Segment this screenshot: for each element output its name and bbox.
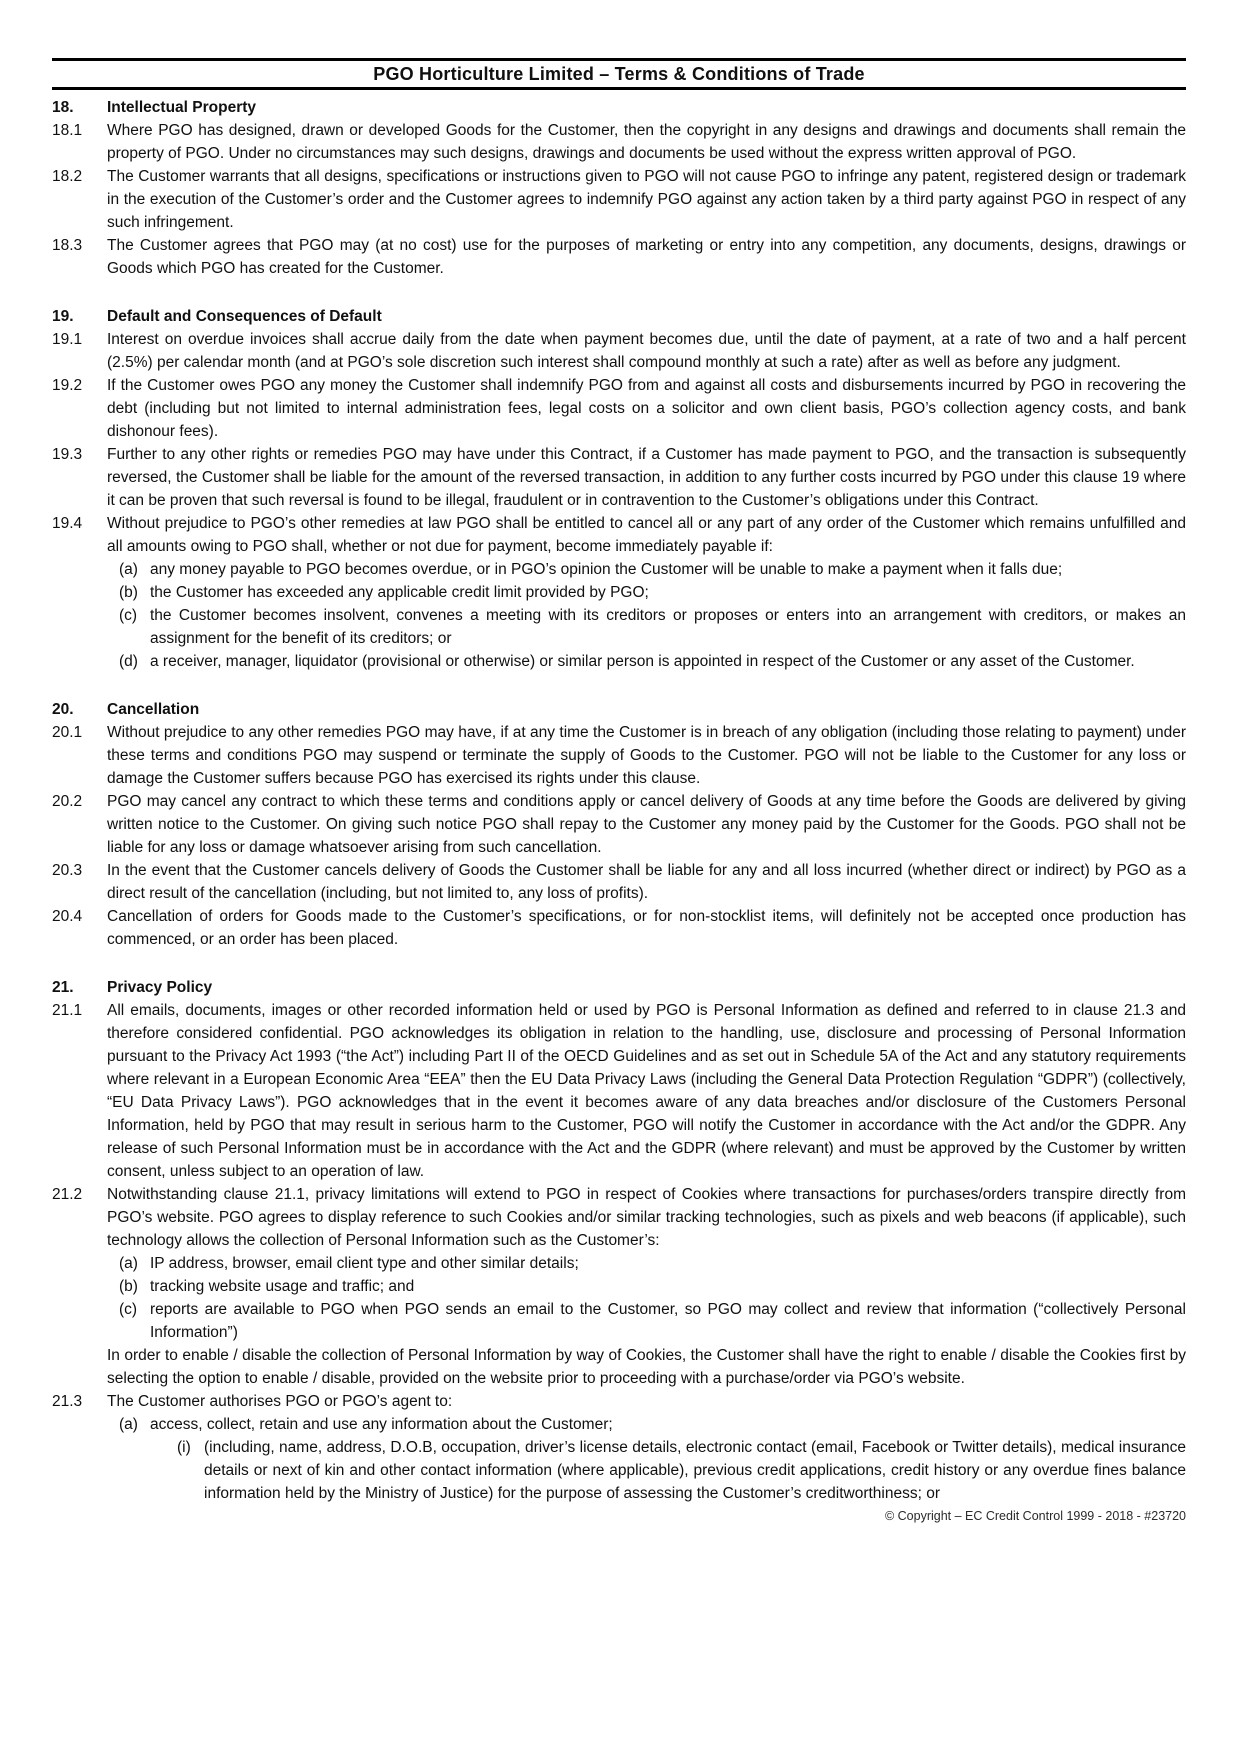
clause-sub-item	[119, 604, 1186, 650]
sub-item-marker: (d)	[119, 653, 138, 670]
clause-text: PGO may cancel any contract to which these terms and conditions apply or cancel delivery of Goods at any time before the Goods are delivered by giving written notice to the Customer. On giving such notice PGO shall repay to the Customer any money paid by the Customer for the Goods. PGO shall not be liable for any loss or damage whatsoever arising from such cancellation.	[107, 793, 1186, 856]
section-title: Privacy Policy	[107, 979, 213, 996]
clause-20.2	[52, 790, 1186, 859]
clause-sub-item	[119, 1413, 1186, 1505]
clause-number: 19.4	[52, 515, 83, 532]
sub-item-text: IP address, browser, email client type and other similar details;	[150, 1255, 579, 1272]
clause-text: Interest on overdue invoices shall accrue daily from the date when payment becomes due, until the date of payment, at a rate of two and a half percent (2.5%) per calendar month (and at PGO’s sole discretion such interest shall compound monthly at such a rate) after as well as before any judgment.	[107, 331, 1186, 371]
copyright-notice: © Copyright – EC Credit Control 1999 - 2018 - #23720	[884, 1509, 1186, 1523]
sub-item-marker: (b)	[119, 584, 138, 601]
sub-item-text: the Customer has exceeded any applicable credit limit provided by PGO;	[150, 584, 649, 601]
section-number: 20.	[52, 701, 74, 718]
clause-body	[107, 905, 1186, 951]
clause-sub-list	[150, 1436, 1186, 1505]
clause-sub-item	[119, 1275, 1186, 1298]
clause-text: Where PGO has designed, drawn or developed Goods for the Customer, then the copyright in any designs and drawings and documents shall remain the property of PGO. Under no circumstances may such designs, drawings and documents be used without the express written approval of PGO.	[107, 122, 1186, 162]
clause-body	[107, 512, 1186, 673]
clause-body	[107, 721, 1186, 790]
clause-number: 20.1	[52, 724, 83, 741]
sub-item-text: a receiver, manager, liquidator (provisional or otherwise) or similar person is appointed in respect of the Customer or any asset of the Customer.	[150, 653, 1135, 670]
section-heading	[52, 698, 1186, 721]
sub-item-text: (including, name, address, D.O.B, occupation, driver’s license details, electronic contact (email, Facebook or Twitter details), medical insurance details or next of kin and other contact information (where applicable), previous credit applications, credit history or any overdue fines balance information held by the Ministry of Justice) for the purpose of assessing the Customer’s creditworthiness; or	[204, 1439, 1186, 1502]
page-title: PGO Horticulture Limited – Terms & Conditions of Trade	[373, 64, 865, 84]
clause-text: All emails, documents, images or other recorded information held or used by PGO is Personal Information as defined and referred to in clause 21.3 and therefore considered confidential. PGO acknowledges its obligation in relation to the handling, use, disclosure and processing of Personal Information pursuant to the Privacy Act 1993 (“the Act”) including Part II of the OECD Guidelines and as set out in Schedule 5A of the Act and any statutory requirements where relevant in a European Economic Area “EEA” then the EU Data Privacy Laws (including the General Data Protection Regulation “GDPR”) (collectively, “EU Data Privacy Laws”). PGO acknowledges that in the event it becomes aware of any data breaches and/or disclosure of the Customers Personal Information, held by PGO that may result in serious harm to the Customer, PGO will notify the Customer in accordance with the Act and/or the GDPR. Any release of such Personal Information must be in accordance with the Act and the GDPR (where relevant) and must be approved by the Customer by written consent, unless subject to an operation of law.	[107, 1002, 1186, 1180]
clause-sub-item	[119, 581, 1186, 604]
clause-18.1	[52, 119, 1186, 165]
sub-item-text: any money payable to PGO becomes overdue, or in PGO’s opinion the Customer will be unable to make a payment when it falls due;	[150, 561, 1063, 578]
clause-number: 19.2	[52, 377, 83, 394]
section-number: 21.	[52, 979, 74, 996]
clause-body	[107, 165, 1186, 234]
clause-body	[107, 374, 1186, 443]
section-19	[52, 305, 1186, 673]
clause-19.3	[52, 443, 1186, 512]
clause-21.3	[52, 1390, 1186, 1505]
section-20	[52, 698, 1186, 951]
sub-item-text: the Customer becomes insolvent, convenes a meeting with its creditors or proposes or enters into an arrangement with creditors, or makes an assignment for the benefit of its creditors; or	[150, 607, 1186, 647]
section-title: Intellectual Property	[107, 99, 257, 116]
clause-body	[107, 1390, 1186, 1505]
section-21	[52, 976, 1186, 1505]
clause-19.4	[52, 512, 1186, 673]
clause-21.1	[52, 999, 1186, 1183]
clause-number: 19.1	[52, 331, 83, 348]
section-heading	[52, 976, 1186, 999]
clause-number: 20.2	[52, 793, 83, 810]
clause-sub-list	[107, 1252, 1186, 1344]
clause-text: Cancellation of orders for Goods made to the Customer’s specifications, or for non-stocklist items, will definitely not be accepted once production has commenced, or an order has been placed.	[107, 908, 1186, 948]
clause-19.2	[52, 374, 1186, 443]
clause-text: The Customer authorises PGO or PGO’s agent to:	[107, 1393, 453, 1410]
clause-number: 21.1	[52, 1002, 83, 1019]
clause-number: 19.3	[52, 446, 83, 463]
clause-number: 21.2	[52, 1186, 83, 1203]
sub-item-text: access, collect, retain and use any information about the Customer;	[150, 1416, 613, 1433]
clause-trailing-text: In order to enable / disable the collection of Personal Information by way of Cookies, the Customer shall have the right to enable / disable the Cookies first by selecting the option to enable / disable, provided on the website prior to proceeding with a purchase/order via PGO’s website.	[107, 1347, 1186, 1387]
section-heading	[52, 96, 1186, 119]
clause-body	[107, 859, 1186, 905]
clause-body	[107, 790, 1186, 859]
sub-item-marker: (a)	[119, 561, 138, 578]
document-body	[52, 90, 1186, 1505]
clause-18.2	[52, 165, 1186, 234]
clause-body	[107, 999, 1186, 1183]
section-title: Default and Consequences of Default	[107, 308, 382, 325]
sub-item-text: reports are available to PGO when PGO sends an email to the Customer, so PGO may collect and review that information (“collectively Personal Information”)	[150, 1301, 1186, 1341]
clause-18.3	[52, 234, 1186, 280]
clause-number: 21.3	[52, 1393, 83, 1410]
clause-body	[107, 119, 1186, 165]
clause-sub-list	[107, 558, 1186, 673]
clause-sub-item	[119, 1298, 1186, 1344]
clause-21.2	[52, 1183, 1186, 1390]
sub-item-marker: (i)	[177, 1439, 191, 1456]
clause-text: Notwithstanding clause 21.1, privacy limitations will extend to PGO in respect of Cookies where transactions for purchases/orders transpire directly from PGO’s website. PGO agrees to display reference to such Cookies and/or similar tracking technologies, such as pixels and web beacons (if applicable), such technology allows the collection of Personal Information such as the Customer’s:	[107, 1186, 1186, 1249]
clause-sub-item	[119, 558, 1186, 581]
sub-item-marker: (a)	[119, 1416, 138, 1433]
clause-20.3	[52, 859, 1186, 905]
clause-text: The Customer agrees that PGO may (at no cost) use for the purposes of marketing or entry into any competition, any documents, designs, drawings or Goods which PGO has created for the Customer.	[107, 237, 1186, 277]
clause-body	[107, 443, 1186, 512]
clause-sub-item	[177, 1436, 1186, 1505]
clause-text: Without prejudice to any other remedies PGO may have, if at any time the Customer is in breach of any obligation (including those relating to payment) under these terms and conditions PGO may suspend or terminate the supply of Goods to the Customer. PGO will not be liable to the Customer for any loss or damage the Customer suffers because PGO has exercised its rights under this clause.	[107, 724, 1186, 787]
clause-body	[107, 234, 1186, 280]
section-18	[52, 96, 1186, 280]
sub-item-marker: (c)	[119, 607, 138, 624]
clause-19.1	[52, 328, 1186, 374]
clause-20.4	[52, 905, 1186, 951]
clause-text: If the Customer owes PGO any money the Customer shall indemnify PGO from and against all costs and disbursements incurred by PGO in recovering the debt (including but not limited to internal administration fees, legal costs on a solicitor and own client basis, PGO’s collection agency costs, and bank dishonour fees).	[107, 377, 1186, 440]
clause-number: 18.2	[52, 168, 83, 185]
section-heading	[52, 305, 1186, 328]
clause-text: Further to any other rights or remedies PGO may have under this Contract, if a Customer has made payment to PGO, and the transaction is subsequently reversed, the Customer shall be liable for the amount of the reversed transaction, in addition to any further costs incurred by PGO under this clause 19 where it can be proven that such reversal is found to be illegal, fraudulent or in contravention to the Customer’s obligations under this Contract.	[107, 446, 1186, 509]
sub-item-marker: (c)	[119, 1301, 138, 1318]
clause-sub-item	[119, 650, 1186, 673]
clause-number: 18.3	[52, 237, 83, 254]
clause-sub-item	[119, 1252, 1186, 1275]
clause-20.1	[52, 721, 1186, 790]
clause-text: In the event that the Customer cancels delivery of Goods the Customer shall be liable for any and all loss incurred (whether direct or indirect) by PGO as a direct result of the cancellation (including, but not limited to, any loss of profits).	[107, 862, 1186, 902]
clause-number: 20.4	[52, 908, 83, 925]
clause-number: 18.1	[52, 122, 83, 139]
clause-text: Without prejudice to PGO’s other remedies at law PGO shall be entitled to cancel all or any part of any order of the Customer which remains unfulfilled and all amounts owing to PGO shall, whether or not due for payment, become immediately payable if:	[107, 515, 1186, 555]
sub-item-marker: (b)	[119, 1278, 138, 1295]
section-title: Cancellation	[107, 701, 200, 718]
section-number: 18.	[52, 99, 74, 116]
sub-item-marker: (a)	[119, 1255, 138, 1272]
sub-item-text: tracking website usage and traffic; and	[150, 1278, 415, 1295]
section-number: 19.	[52, 308, 74, 325]
clause-text: The Customer warrants that all designs, specifications or instructions given to PGO will not cause PGO to infringe any patent, registered design or trademark in the execution of the Customer’s order and the Customer agrees to indemnify PGO against any action taken by a third party against PGO in respect of any such infringement.	[107, 168, 1186, 231]
clause-number: 20.3	[52, 862, 83, 879]
clause-body	[107, 328, 1186, 374]
clause-body	[107, 1183, 1186, 1390]
clause-sub-list	[107, 1413, 1186, 1505]
